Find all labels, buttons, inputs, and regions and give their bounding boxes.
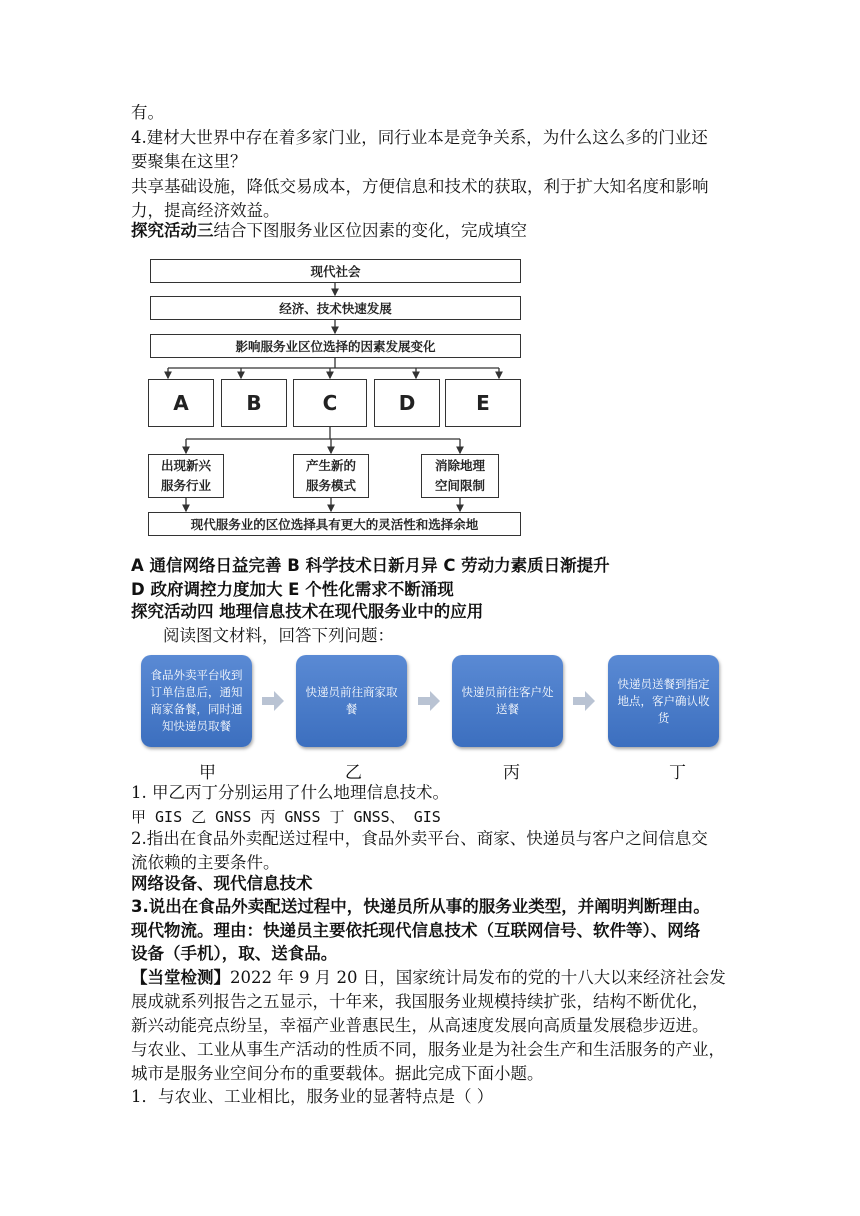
answer-4: 共享基础设施，降低交易成本，方便信息和技术的获取，利于扩大知名度和影响 — [131, 177, 709, 196]
activity-4-heading: 探究活动四 地理信息技术在现代服务业中的应用 — [131, 602, 484, 621]
text-line: 有。 — [131, 103, 164, 122]
check-paragraph — [131, 966, 726, 990]
right-arrow-icon — [573, 691, 595, 711]
right-arrow-icon — [262, 691, 284, 711]
flow-box-new-industries — [148, 454, 224, 498]
question-3: 3.说出在食品外卖配送过程中，快递员所从事的服务业类型，并阐明判断理由。 — [131, 897, 710, 916]
text-line: 与农业、工业从事生产活动的性质不同，服务业是为社会生产和生活服务的产业， — [131, 1040, 725, 1059]
answer-line-1: A 通信网络日益完善 B 科学技术日新月异 C 劳动力素质日渐提升 — [131, 556, 610, 575]
process-label-yi: 乙 — [345, 763, 362, 783]
flow-box-remove-limits — [421, 454, 499, 498]
activity-3-label: 探究活动三 — [131, 221, 214, 240]
flow-box-a: A — [148, 379, 214, 427]
flow-box-c: C — [293, 379, 367, 427]
question-2: 2.指出在食品外卖配送过程中，食品外卖平台、商家、快递员与客户之间信息交 — [131, 829, 708, 848]
flow-box-e: E — [445, 379, 521, 427]
check-text: 2022 年 9 月 20 日，国家统计局发布的党的十八大以来经济社会发 — [230, 968, 726, 987]
activity-4-intro: 阅读图文材料，回答下列问题： — [163, 626, 394, 645]
question-1: 1. 甲乙丙丁分别运用了什么地理信息技术。 — [131, 783, 449, 802]
process-label-bing: 丙 — [503, 763, 520, 783]
service-location-flowchart — [130, 250, 540, 540]
right-arrow-icon — [418, 691, 440, 711]
flow-box-conclusion: 现代服务业的区位选择具有更大的灵活性和选择余地 — [148, 512, 521, 536]
process-box-bing: 快递员前往客户处送餐 — [452, 655, 563, 747]
flow-text: 服务模式 — [305, 478, 356, 493]
answer-3-cont: 设备（手机），取、送食品。 — [131, 944, 338, 963]
check-tag: 【当堂检测】 — [131, 968, 230, 987]
process-label-jia: 甲 — [199, 763, 216, 783]
flow-box-factor-change: 影响服务业区位选择的因素发展变化 — [150, 334, 521, 358]
text-line: 展成就系列报告之五显示，十年来，我国服务业规模持续扩张，结构不断优化， — [131, 992, 709, 1011]
text-line: 流依赖的主要条件。 — [131, 853, 280, 872]
activity-3-instruction: 结合下图服务业区位因素的变化，完成填空 — [213, 221, 527, 240]
answer-3: 现代物流。理由：快递员主要依托现代信息技术（互联网信号、软件等）、网络 — [131, 921, 701, 940]
process-box-ding: 快递员送餐到指定地点，客户确认收货 — [608, 655, 719, 747]
check-question-1: 1．与农业、工业相比，服务业的显著特点是（ ） — [131, 1087, 494, 1106]
answer-2: 网络设备、现代信息技术 — [131, 874, 313, 893]
text-line: 力，提高经济效益。 — [131, 201, 280, 220]
activity-3-heading — [131, 219, 527, 243]
text-line: 城市是服务业空间分布的重要载体。据此完成下面小题。 — [131, 1064, 544, 1083]
flow-box-economy-tech: 经济、技术快速发展 — [150, 296, 521, 320]
flow-text: 空间限制 — [434, 478, 485, 493]
answer-1: 甲 GIS 乙 GNSS 丙 GNSS 丁 GNSS、 GIS — [131, 808, 441, 826]
flow-text: 消除地理 — [434, 458, 485, 473]
flow-box-modern-society: 现代社会 — [150, 259, 521, 283]
flow-box-new-modes — [293, 454, 369, 498]
answer-line-2: D 政府调控力度加大 E 个性化需求不断涌现 — [131, 580, 454, 599]
text-line: 新兴动能亮点纷呈，幸福产业普惠民生，从高速度发展向高质量发展稳步迈进。 — [131, 1016, 709, 1035]
process-label-ding: 丁 — [669, 763, 686, 783]
flow-box-b: B — [221, 379, 287, 427]
flow-text: 出现新兴 — [160, 458, 211, 473]
flow-text: 服务行业 — [160, 478, 211, 493]
process-box-jia: 食品外卖平台收到订单信息后，通知商家备餐，同时通知快递员取餐 — [141, 655, 252, 747]
process-box-yi: 快递员前往商家取餐 — [296, 655, 407, 747]
flow-box-d: D — [374, 379, 440, 427]
question-4: 4.建材大世界中存在着多家门业，同行业本是竞争关系，为什么这么多的门业还 — [131, 128, 708, 147]
flow-text: 产生新的 — [305, 458, 356, 473]
text-line: 要聚集在这里？ — [131, 152, 247, 171]
